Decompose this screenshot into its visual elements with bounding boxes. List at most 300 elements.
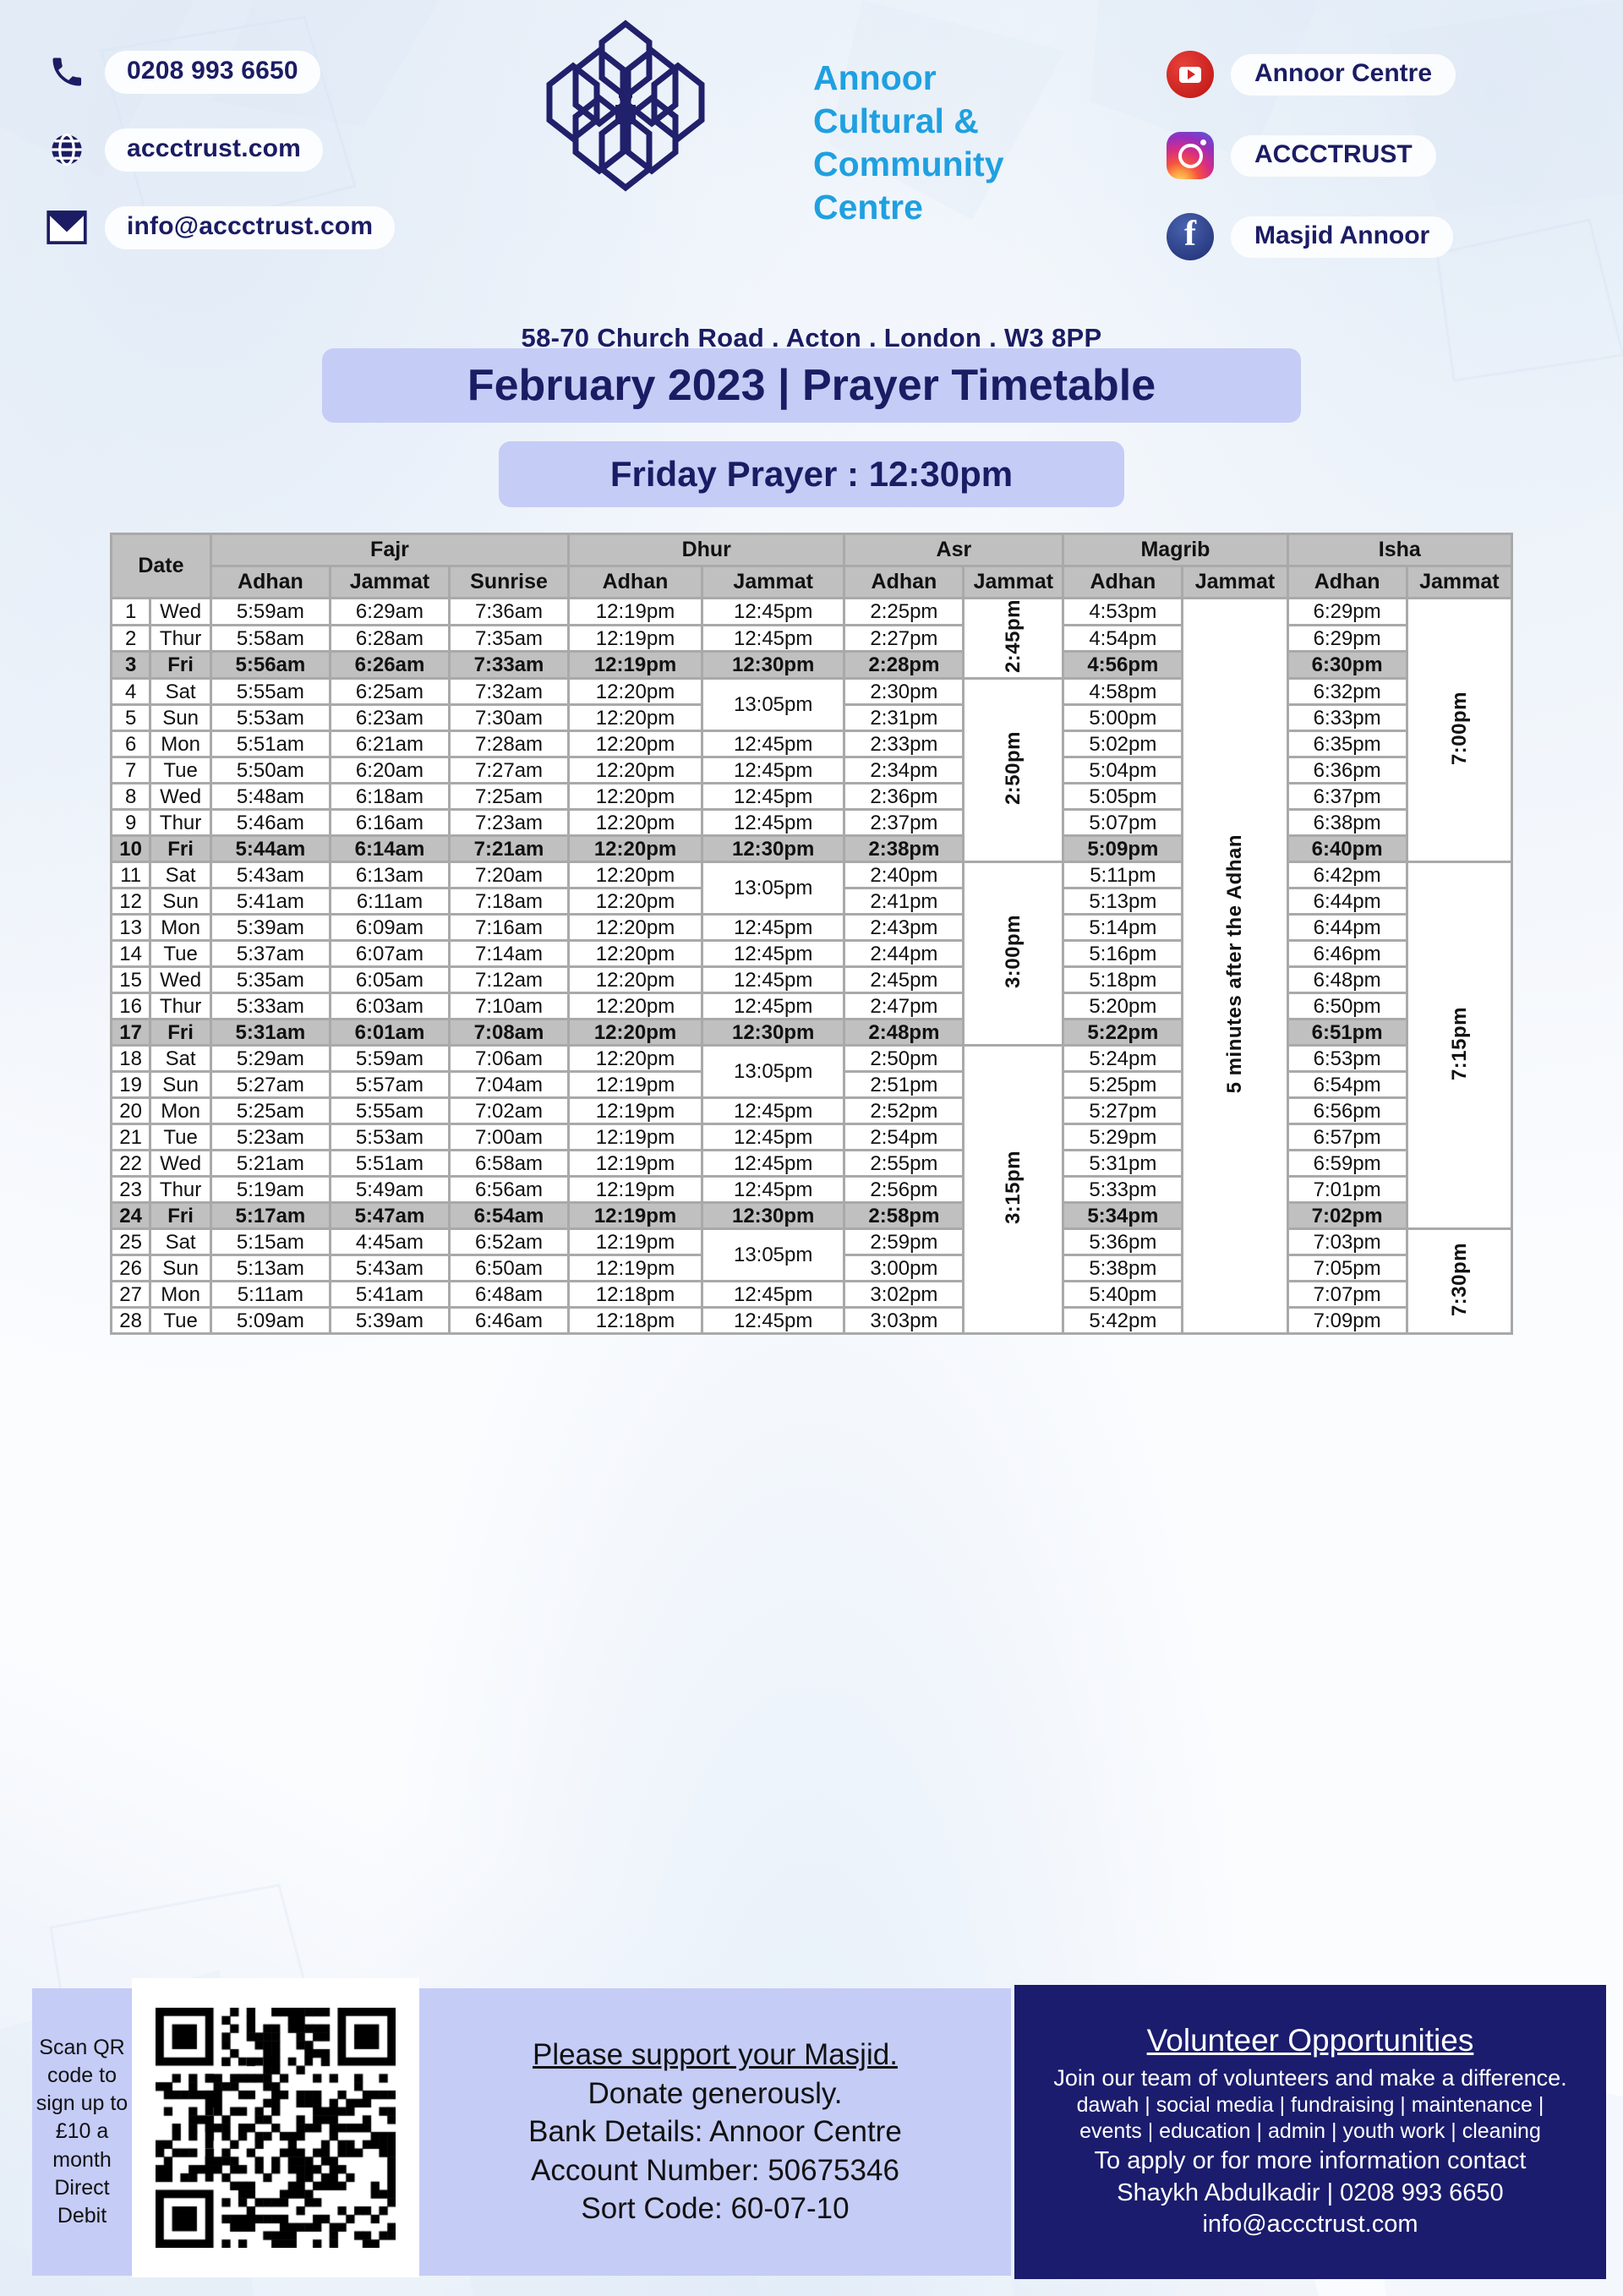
cell-magrib-adhan: 5:36pm [1063,1229,1183,1255]
volunteer-contact-person: Shaykh Abdulkadir | 0208 993 6650 [1117,2178,1504,2206]
cell-fajr-sunrise: 7:35am [449,625,568,652]
cell-asr-adhan: 2:37pm [844,810,964,836]
isha-jammat-value: 7:00pm [1447,691,1471,765]
donate-sort-code: Sort Code: 60-07-10 [581,2192,850,2226]
cell-isha-adhan: 6:42pm [1287,862,1407,888]
cell-fajr-jammat: 6:14am [330,836,449,862]
header-fajr-sunrise: Sunrise [449,566,568,599]
cell-fajr-adhan: 5:46am [210,810,330,836]
cell-dhur-jammat: 12:45pm [702,967,844,993]
table-row [112,731,1512,757]
brand-line-1: Annoor [813,58,937,97]
cell-day-name: Thur [150,1177,211,1203]
cell-day-name: Tue [150,757,211,784]
header-asr-jammat: Jammat [964,566,1063,599]
cell-isha-adhan: 6:44pm [1287,915,1407,941]
table-row [112,652,1512,679]
table-header-sub-row [112,566,1512,599]
cell-fajr-jammat: 6:05am [330,967,449,993]
cell-day-name: Sat [150,1046,211,1072]
cell-fajr-adhan: 5:21am [210,1151,330,1177]
cell-asr-adhan: 2:41pm [844,888,964,915]
cell-fajr-sunrise: 7:32am [449,679,568,705]
cell-asr-adhan: 2:59pm [844,1229,964,1255]
cell-fajr-adhan: 5:09am [210,1308,330,1334]
cell-dhur-adhan: 12:19pm [569,599,702,626]
cell-day-name: Tue [150,941,211,967]
cell-day-name: Thur [150,993,211,1020]
cell-magrib-adhan: 5:13pm [1063,888,1183,915]
qr-canvas[interactable] [156,2008,396,2248]
cell-fajr-sunrise: 7:04am [449,1072,568,1098]
header-group-isha: Isha [1287,534,1511,566]
cell-asr-adhan: 3:02pm [844,1282,964,1308]
brand-line-3: Community [813,145,1004,183]
cell-isha-jammat [1407,862,1511,1229]
cell-day-name: Mon [150,1282,211,1308]
header-fajr-jammat: Jammat [330,566,449,599]
cell-isha-adhan: 6:32pm [1287,679,1407,705]
cell-dhur-adhan: 12:20pm [569,836,702,862]
table-row [112,599,1512,626]
cell-fajr-sunrise: 7:27am [449,757,568,784]
cell-dhur-jammat: 12:45pm [702,993,844,1020]
cell-dhur-jammat: 12:30pm [702,652,844,679]
cell-day-name: Sun [150,705,211,731]
facebook-handle[interactable]: Masjid Annoor [1231,216,1453,258]
cell-dhur-jammat: 12:30pm [702,1020,844,1046]
youtube-icon [1167,51,1214,98]
cell-day-name: Thur [150,625,211,652]
table-row [112,1020,1512,1046]
cell-dhur-jammat: 13:05pm [702,679,844,731]
cell-day-name: Wed [150,784,211,810]
cell-isha-adhan: 6:40pm [1287,836,1407,862]
poster-header [0,0,1623,353]
cell-fajr-sunrise: 7:30am [449,705,568,731]
cell-asr-adhan: 2:47pm [844,993,964,1020]
cell-date-number: 9 [112,810,150,836]
volunteer-intro: Join our team of volunteers and make a difference. [1053,2064,1567,2091]
cell-isha-adhan: 7:07pm [1287,1282,1407,1308]
cell-date-number: 11 [112,862,150,888]
donate-heading: Please support your Masjid. [533,2038,898,2072]
cell-isha-adhan: 6:44pm [1287,888,1407,915]
cell-fajr-adhan: 5:56am [210,652,330,679]
cell-dhur-adhan: 12:20pm [569,679,702,705]
cell-fajr-sunrise: 7:28am [449,731,568,757]
cell-fajr-adhan: 5:29am [210,1046,330,1072]
cell-date-number: 22 [112,1151,150,1177]
cell-fajr-jammat: 6:26am [330,652,449,679]
cell-day-name: Sun [150,1072,211,1098]
table-row [112,993,1512,1020]
cell-magrib-adhan: 5:05pm [1063,784,1183,810]
cell-isha-adhan: 7:09pm [1287,1308,1407,1334]
envelope-icon [41,203,93,252]
instagram-icon [1167,132,1214,179]
cell-fajr-sunrise: 6:50am [449,1255,568,1282]
contact-details [41,46,497,279]
cell-date-number: 6 [112,731,150,757]
header-dhur-jammat: Jammat [702,566,844,599]
qr-code[interactable] [132,1978,419,2277]
cell-date-number: 21 [112,1124,150,1151]
cell-fajr-adhan: 5:53am [210,705,330,731]
cell-day-name: Fri [150,1203,211,1229]
cell-dhur-jammat: 12:45pm [702,1177,844,1203]
table-row [112,941,1512,967]
isha-jammat-value: 7:15pm [1447,1006,1471,1080]
table-row [112,836,1512,862]
volunteer-panel [1014,1985,1606,2279]
cell-fajr-sunrise: 7:14am [449,941,568,967]
instagram-handle[interactable]: ACCCTRUST [1231,135,1436,177]
cell-dhur-adhan: 12:19pm [569,625,702,652]
asr-jammat-value: 3:00pm [1002,915,1025,989]
table-body [112,599,1512,1334]
cell-fajr-jammat: 6:03am [330,993,449,1020]
cell-asr-adhan: 2:48pm [844,1020,964,1046]
cell-fajr-jammat: 6:29am [330,599,449,626]
volunteer-apply-note: To apply or for more information contact [1094,2146,1527,2174]
cell-dhur-adhan: 12:20pm [569,941,702,967]
cell-asr-adhan: 2:58pm [844,1203,964,1229]
cell-fajr-jammat: 6:25am [330,679,449,705]
cell-fajr-jammat: 5:43am [330,1255,449,1282]
cell-day-name: Tue [150,1308,211,1334]
header-date: Date [112,534,211,599]
qr-caption: Scan QR code to sign up to £10 a month Direct Debit [32,1988,132,2276]
header-fajr-adhan: Adhan [210,566,330,599]
table-row [112,1282,1512,1308]
table-row [112,784,1512,810]
cell-fajr-jammat: 5:55am [330,1098,449,1124]
cell-isha-jammat [1407,1229,1511,1334]
cell-fajr-adhan: 5:13am [210,1255,330,1282]
volunteer-roles-1: dawah | social media | fundraising | maintenance | [1076,2092,1544,2117]
cell-dhur-adhan: 12:20pm [569,1020,702,1046]
cell-fajr-adhan: 5:55am [210,679,330,705]
cell-date-number: 28 [112,1308,150,1334]
cell-magrib-adhan: 5:38pm [1063,1255,1183,1282]
header-dhur-adhan: Adhan [569,566,702,599]
cell-dhur-jammat: 13:05pm [702,862,844,915]
table-row [112,1151,1512,1177]
cell-date-number: 12 [112,888,150,915]
cell-fajr-sunrise: 7:06am [449,1046,568,1072]
cell-date-number: 4 [112,679,150,705]
cell-date-number: 10 [112,836,150,862]
table-row [112,1046,1512,1072]
cell-dhur-adhan: 12:20pm [569,784,702,810]
cell-isha-adhan: 6:59pm [1287,1151,1407,1177]
cell-date-number: 1 [112,599,150,626]
cell-dhur-jammat: 12:45pm [702,915,844,941]
cell-day-name: Mon [150,1098,211,1124]
page-title: February 2023 | Prayer Timetable [322,348,1301,423]
cell-asr-adhan: 2:28pm [844,652,964,679]
cell-date-number: 23 [112,1177,150,1203]
cell-fajr-jammat: 6:23am [330,705,449,731]
cell-asr-adhan: 2:34pm [844,757,964,784]
cell-isha-adhan: 6:30pm [1287,652,1407,679]
cell-dhur-jammat: 12:45pm [702,1151,844,1177]
cell-asr-adhan: 2:55pm [844,1151,964,1177]
cell-dhur-jammat: 13:05pm [702,1046,844,1098]
cell-fajr-jammat: 5:57am [330,1072,449,1098]
cell-fajr-jammat: 5:49am [330,1177,449,1203]
cell-magrib-adhan: 5:00pm [1063,705,1183,731]
cell-date-number: 18 [112,1046,150,1072]
cell-fajr-adhan: 5:51am [210,731,330,757]
cell-dhur-adhan: 12:20pm [569,993,702,1020]
cell-dhur-adhan: 12:20pm [569,731,702,757]
cell-fajr-adhan: 5:25am [210,1098,330,1124]
cell-magrib-adhan: 5:14pm [1063,915,1183,941]
contact-email-row [41,201,497,254]
cell-dhur-adhan: 12:20pm [569,967,702,993]
cell-fajr-jammat: 6:28am [330,625,449,652]
cell-fajr-jammat: 6:18am [330,784,449,810]
cell-isha-adhan: 6:36pm [1287,757,1407,784]
cell-fajr-jammat: 6:11am [330,888,449,915]
donate-line-1: Donate generously. [587,2076,843,2110]
table-head [112,534,1512,599]
volunteer-title: Volunteer Opportunities [1146,2022,1474,2058]
cell-asr-adhan: 2:56pm [844,1177,964,1203]
table-row [112,1203,1512,1229]
website-url[interactable]: accctrust.com [105,128,323,172]
cell-asr-adhan: 2:54pm [844,1124,964,1151]
cell-fajr-adhan: 5:43am [210,862,330,888]
phone-number[interactable]: 0208 993 6650 [105,51,320,94]
cell-asr-adhan: 2:38pm [844,836,964,862]
cell-isha-adhan: 6:29pm [1287,599,1407,626]
cell-fajr-adhan: 5:35am [210,967,330,993]
cell-fajr-jammat: 5:39am [330,1308,449,1334]
cell-dhur-jammat: 12:45pm [702,757,844,784]
cell-magrib-adhan: 5:09pm [1063,836,1183,862]
cell-dhur-jammat: 12:45pm [702,784,844,810]
cell-fajr-adhan: 5:39am [210,915,330,941]
cell-day-name: Fri [150,652,211,679]
cell-fajr-sunrise: 7:16am [449,915,568,941]
cell-dhur-adhan: 12:20pm [569,705,702,731]
cell-magrib-adhan: 5:27pm [1063,1098,1183,1124]
cell-date-number: 27 [112,1282,150,1308]
cell-magrib-adhan: 4:56pm [1063,652,1183,679]
cell-dhur-adhan: 12:19pm [569,1098,702,1124]
phone-icon [41,47,93,96]
cell-fajr-sunrise: 7:00am [449,1124,568,1151]
social-youtube-row[interactable] [1167,49,1606,100]
donate-bank-details: Bank Details: Annoor Centre [528,2115,902,2149]
cell-day-name: Wed [150,599,211,626]
cell-fajr-jammat: 5:53am [330,1124,449,1151]
cell-fajr-sunrise: 7:10am [449,993,568,1020]
cell-dhur-adhan: 12:20pm [569,915,702,941]
cell-dhur-adhan: 12:20pm [569,888,702,915]
cell-fajr-sunrise: 6:48am [449,1282,568,1308]
cell-fajr-jammat: 5:59am [330,1046,449,1072]
cell-magrib-adhan: 4:53pm [1063,599,1183,626]
cell-asr-adhan: 2:45pm [844,967,964,993]
cell-magrib-adhan: 5:34pm [1063,1203,1183,1229]
cell-fajr-jammat: 5:51am [330,1151,449,1177]
header-group-asr: Asr [844,534,1063,566]
table-row [112,967,1512,993]
cell-isha-adhan: 6:57pm [1287,1124,1407,1151]
cell-date-number: 13 [112,915,150,941]
cell-asr-jammat [964,599,1063,679]
cell-fajr-sunrise: 6:56am [449,1177,568,1203]
header-magrib-adhan: Adhan [1063,566,1183,599]
cell-asr-adhan: 2:43pm [844,915,964,941]
cell-fajr-sunrise: 6:54am [449,1203,568,1229]
table-row [112,862,1512,888]
cell-magrib-adhan: 5:11pm [1063,862,1183,888]
cell-fajr-sunrise: 7:12am [449,967,568,993]
social-instagram-row[interactable] [1167,130,1606,181]
cell-magrib-adhan: 5:40pm [1063,1282,1183,1308]
cell-asr-adhan: 2:31pm [844,705,964,731]
cell-asr-adhan: 2:30pm [844,679,964,705]
header-group-fajr: Fajr [210,534,568,566]
brand-line-4: Centre [813,188,923,227]
cell-fajr-jammat: 6:20am [330,757,449,784]
asr-jammat-value: 2:45pm [1002,599,1025,674]
table-row [112,625,1512,652]
cell-isha-adhan: 6:56pm [1287,1098,1407,1124]
cell-isha-adhan: 6:46pm [1287,941,1407,967]
cell-fajr-adhan: 5:48am [210,784,330,810]
cell-date-number: 8 [112,784,150,810]
cell-asr-jammat [964,679,1063,862]
cell-dhur-adhan: 12:18pm [569,1282,702,1308]
cell-fajr-sunrise: 6:46am [449,1308,568,1334]
cell-day-name: Sun [150,888,211,915]
cell-dhur-jammat: 12:45pm [702,810,844,836]
table-row [112,757,1512,784]
cell-asr-adhan: 2:33pm [844,731,964,757]
cell-magrib-adhan: 5:24pm [1063,1046,1183,1072]
cell-dhur-jammat: 12:45pm [702,941,844,967]
cell-magrib-adhan: 5:02pm [1063,731,1183,757]
cell-fajr-sunrise: 7:02am [449,1098,568,1124]
cell-dhur-adhan: 12:19pm [569,1151,702,1177]
cell-isha-adhan: 6:53pm [1287,1046,1407,1072]
prayer-timetable-table-wrap [110,533,1513,1335]
cell-fajr-jammat: 6:07am [330,941,449,967]
cell-fajr-adhan: 5:15am [210,1229,330,1255]
cell-magrib-adhan: 5:16pm [1063,941,1183,967]
cell-date-number: 5 [112,705,150,731]
table-header-group-row [112,534,1512,566]
cell-fajr-adhan: 5:19am [210,1177,330,1203]
cell-dhur-jammat: 12:45pm [702,1124,844,1151]
cell-dhur-adhan: 12:19pm [569,652,702,679]
cell-fajr-adhan: 5:23am [210,1124,330,1151]
cell-fajr-adhan: 5:58am [210,625,330,652]
prayer-timetable-table [110,533,1513,1335]
social-links [1167,49,1606,292]
table-row [112,1177,1512,1203]
cell-date-number: 25 [112,1229,150,1255]
cell-isha-adhan: 6:37pm [1287,784,1407,810]
cell-dhur-jammat: 12:45pm [702,731,844,757]
cell-day-name: Mon [150,731,211,757]
cell-isha-adhan: 6:50pm [1287,993,1407,1020]
cell-day-name: Sat [150,862,211,888]
cell-isha-adhan: 6:54pm [1287,1072,1407,1098]
table-row [112,679,1512,705]
table-row [112,1098,1512,1124]
cell-dhur-adhan: 12:19pm [569,1229,702,1255]
cell-asr-adhan: 2:44pm [844,941,964,967]
contact-website-row [41,123,497,176]
youtube-handle[interactable]: Annoor Centre [1231,54,1456,96]
cell-date-number: 19 [112,1072,150,1098]
cell-day-name: Fri [150,1020,211,1046]
header-group-dhur: Dhur [569,534,844,566]
cell-day-name: Wed [150,1151,211,1177]
cell-dhur-adhan: 12:19pm [569,1203,702,1229]
cell-dhur-jammat: 12:45pm [702,599,844,626]
cell-dhur-jammat: 12:45pm [702,1308,844,1334]
cell-fajr-jammat: 6:16am [330,810,449,836]
cell-day-name: Tue [150,1124,211,1151]
volunteer-contact-email[interactable]: info@accctrust.com [1202,2211,1418,2239]
poster-footer [0,1978,1623,2296]
cell-fajr-sunrise: 6:52am [449,1229,568,1255]
cell-date-number: 26 [112,1255,150,1282]
cell-fajr-jammat: 5:47am [330,1203,449,1229]
email-address[interactable]: info@accctrust.com [105,206,395,249]
volunteer-roles-2: events | education | admin | youth work | cleaning [1079,2119,1541,2144]
donate-panel [419,1988,1011,2276]
cell-fajr-adhan: 5:31am [210,1020,330,1046]
cell-dhur-adhan: 12:19pm [569,1255,702,1282]
cell-fajr-adhan: 5:33am [210,993,330,1020]
cell-asr-adhan: 3:00pm [844,1255,964,1282]
cell-asr-adhan: 3:03pm [844,1308,964,1334]
cell-isha-adhan: 6:38pm [1287,810,1407,836]
cell-asr-adhan: 2:50pm [844,1046,964,1072]
cell-isha-jammat [1407,599,1511,862]
cell-fajr-jammat: 6:09am [330,915,449,941]
cell-dhur-jammat: 12:45pm [702,625,844,652]
cell-asr-adhan: 2:27pm [844,625,964,652]
cell-dhur-jammat: 13:05pm [702,1229,844,1282]
cell-date-number: 3 [112,652,150,679]
cell-fajr-sunrise: 6:58am [449,1151,568,1177]
cell-dhur-adhan: 12:19pm [569,1124,702,1151]
cell-magrib-adhan: 5:42pm [1063,1308,1183,1334]
social-facebook-row[interactable] [1167,211,1606,262]
cell-magrib-adhan: 5:29pm [1063,1124,1183,1151]
cell-date-number: 15 [112,967,150,993]
cell-fajr-sunrise: 7:08am [449,1020,568,1046]
mosque-geometric-logo-icon [541,17,710,194]
cell-dhur-jammat: 12:45pm [702,1098,844,1124]
cell-fajr-jammat: 6:21am [330,731,449,757]
cell-dhur-adhan: 12:19pm [569,1177,702,1203]
header-magrib-jammat: Jammat [1183,566,1287,599]
cell-date-number: 24 [112,1203,150,1229]
cell-fajr-jammat: 6:01am [330,1020,449,1046]
cell-asr-jammat [964,1046,1063,1334]
